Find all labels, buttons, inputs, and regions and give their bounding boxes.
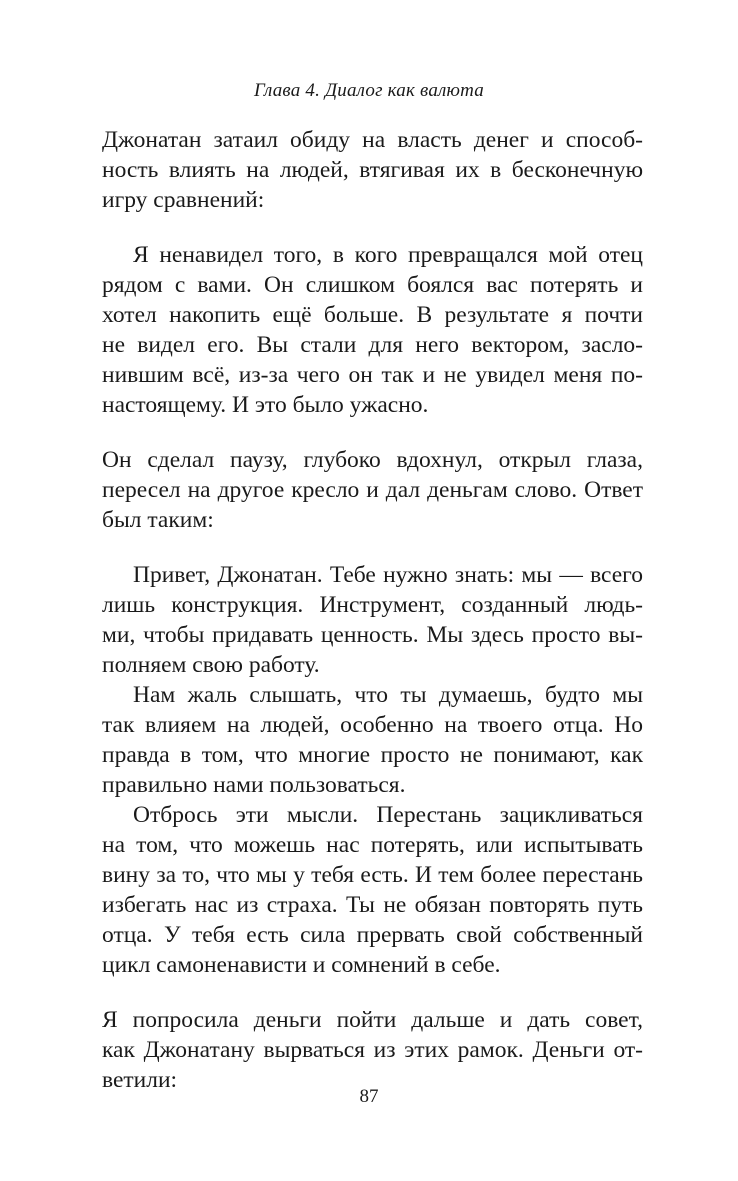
text-line: цикл самоненависти и сомнений в себе. bbox=[102, 952, 501, 978]
text-line: Он сделал паузу, глубоко вдохнул, открыл глаза, bbox=[102, 447, 643, 473]
text-line: правда в том, что многие просто не понимают, как bbox=[102, 742, 643, 768]
text-line: рядом с вами. Он слишком боялся вас потерять и bbox=[102, 272, 643, 298]
text-line: Я попросила деньги пойти дальше и дать совет, bbox=[102, 1007, 643, 1033]
text-line: избегать нас из страха. Ты не обязан повторять путь bbox=[102, 892, 643, 918]
text-line: отца. У тебя есть сила прервать свой собственный bbox=[102, 922, 643, 948]
text-line: полняем свою работу. bbox=[102, 652, 320, 678]
text-line: настоящему. И это было ужасно. bbox=[102, 392, 429, 418]
text-line: правильно нами пользоваться. bbox=[102, 772, 406, 798]
text-line: Привет, Джонатан. Тебе нужно знать: мы — всего bbox=[133, 562, 643, 588]
text-line: Джонатан затаил обиду на власть денег и способ- bbox=[102, 127, 643, 153]
text-line: как Джонатану вырваться из этих рамок. Деньги от- bbox=[102, 1037, 643, 1063]
text-line: ветили: bbox=[102, 1067, 178, 1093]
text-line: на том, что можешь нас потерять, или испытывать bbox=[102, 832, 643, 858]
text-line: ми, чтобы придавать ценность. Мы здесь просто вы- bbox=[102, 622, 643, 648]
text-line: лишь конструкция. Инструмент, созданный людь- bbox=[102, 592, 643, 618]
text-line: был таким: bbox=[102, 507, 214, 533]
page-number: 87 bbox=[359, 1086, 379, 1107]
text-line: нившим всё, из-за чего он так и не увидел меня по- bbox=[102, 362, 643, 388]
text-line: ность влиять на людей, втягивая их в бесконечную bbox=[102, 157, 643, 183]
text-line: пересел на другое кресло и дал деньгам слово. Ответ bbox=[102, 477, 643, 503]
text-line: Отбрось эти мысли. Перестань зацикливаться bbox=[133, 802, 643, 828]
text-line: так влияем на людей, особенно на твоего отца. Но bbox=[102, 712, 643, 738]
text-line: хотел накопить ещё больше. В результате я почти bbox=[102, 302, 643, 328]
text-line: Я ненавидел того, в кого превращался мой отец bbox=[133, 242, 643, 268]
text-line: Нам жаль слышать, что ты думаешь, будто мы bbox=[133, 682, 643, 708]
text-line: игру сравнений: bbox=[102, 187, 265, 213]
text-line: вину за то, что мы у тебя есть. И тем более перестань bbox=[102, 862, 643, 888]
running-head: Глава 4. Диалог как валюта bbox=[254, 80, 484, 101]
text-line: не видел его. Вы стали для него вектором, засло- bbox=[102, 332, 643, 358]
